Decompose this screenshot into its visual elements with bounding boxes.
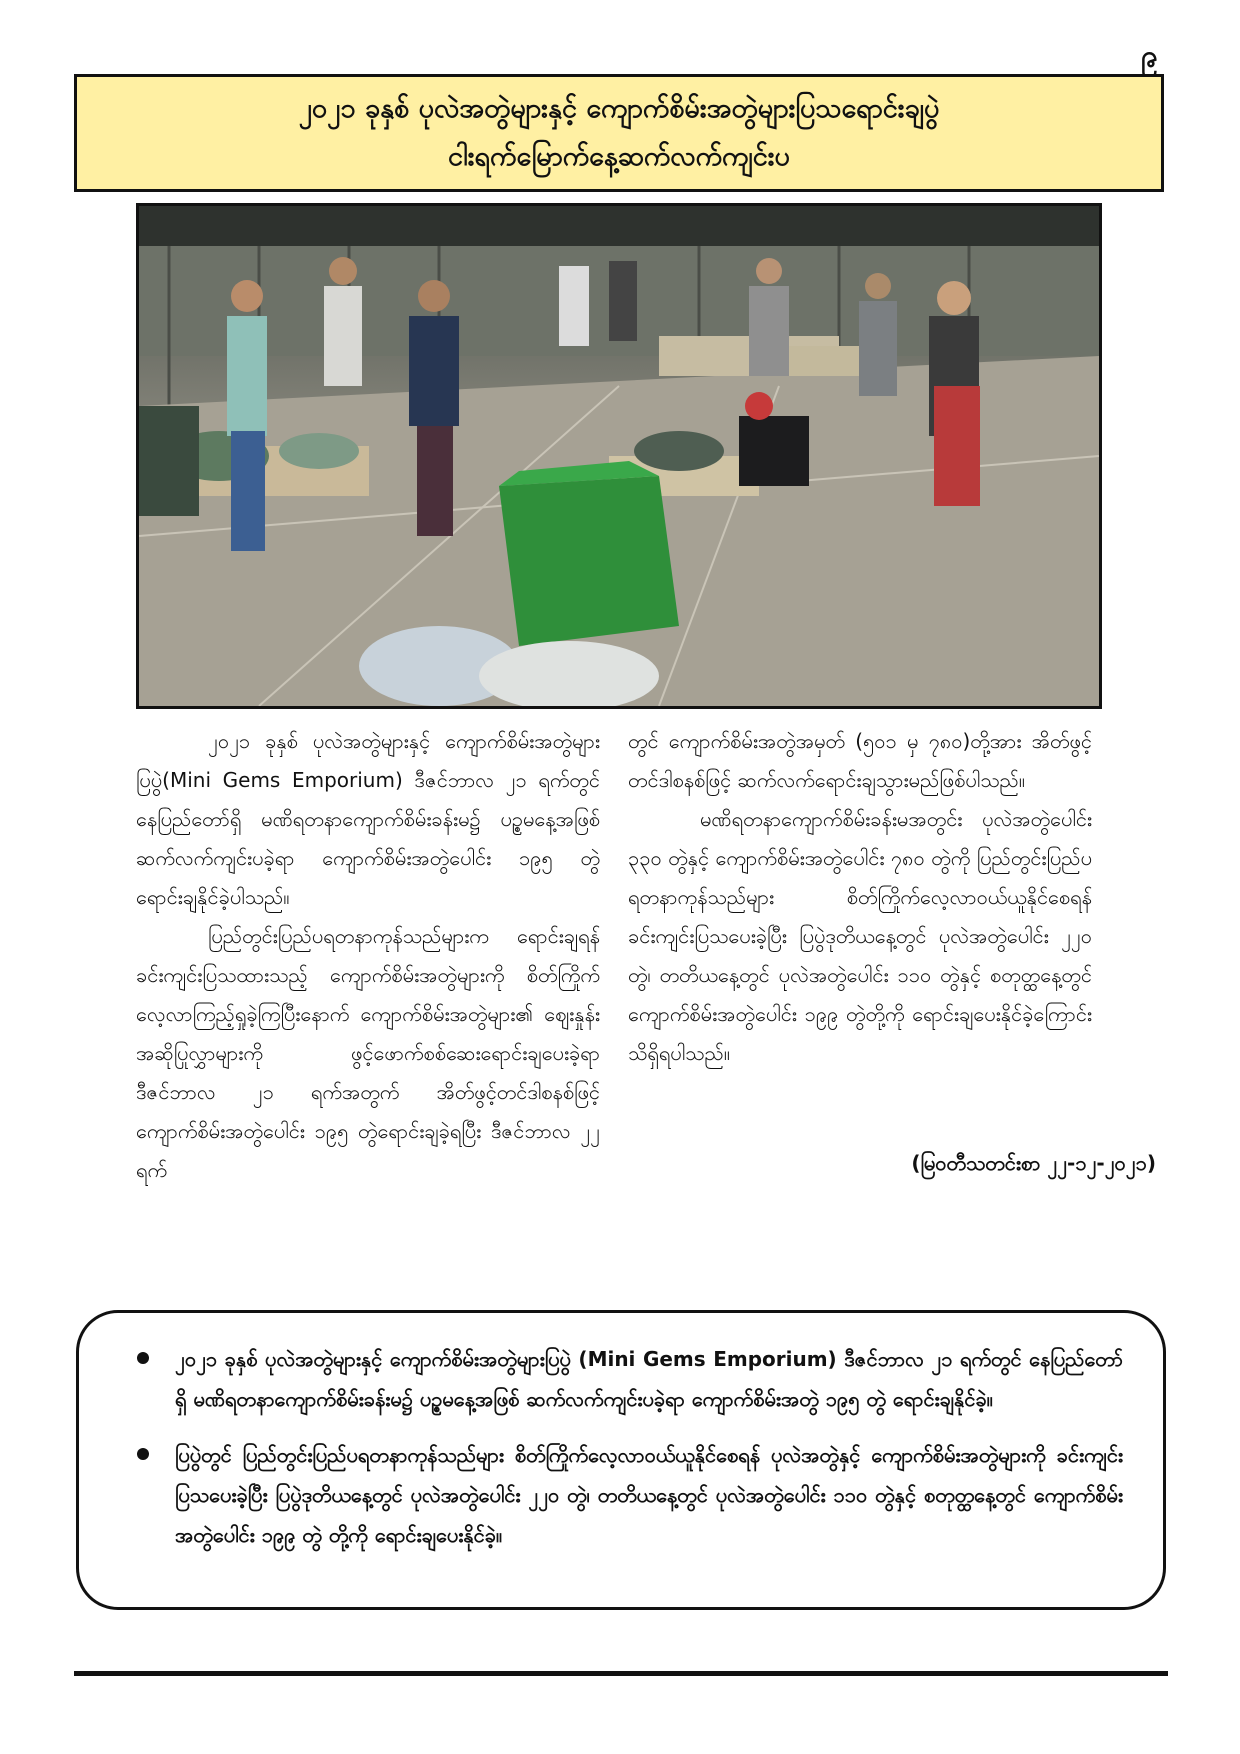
article-paragraph: မဏိရတနာကျောက်စိမ်းခန်းမအတွင်း ပုလဲအတွဲပေါင်း ၃၃၀ တွဲနှင့် ကျောက်စိမ်းအတွဲပေါင်း ၇၈၀ တွဲကို ပြည်တွင်းပြည်ပရတနာကုန်သည်များ စိတ်ကြိုက်လေ့လာဝယ်ယူနိုင်စေရန် ခင်းကျင်းပြသပေးခဲ့ပြီး ပြပွဲဒုတိယနေ့တွင် ပုလဲအတွဲပေါင်း ၂၂၀ တွဲ၊ တတိယနေ့တွင် ပုလဲအတွဲပေါင်း ၁၁၀ တွဲနှင့် စတုတ္ထနေ့တွင်ကျောက်စိမ်းအတွဲပေါင်း ၁၉၉ တွဲတို့ကို ရောင်းချပေးနိုင်ခဲ့ကြောင်း သိရှိရပါသည်။ — [628, 807, 1092, 1065]
summary-text: ၂၀၂၁ ခုနှစ် ပုလဲအတွဲများနှင့် ကျောက်စိမ်းအတွဲများပြပွဲ (Mini Gems Emporium) ဒီဇင်ဘာလ ၂၁ ရက်တွင် နေပြည်တော်ရှိ မဏိရတနာကျောက်စိမ်းခန်းမ၌ ပဉ္စမနေ့အဖြစ် ဆက်လက်ကျင်းပခဲ့ရာ ကျောက်စိမ်းအတွဲ ၁၉၅ တွဲ ရောင်းချနိုင်ခဲ့။ — [175, 1347, 1123, 1411]
bullet-icon — [137, 1448, 149, 1460]
article-paragraph: ၂၀၂၁ ခုနှစ် ပုလဲအတွဲများနှင့် ကျောက်စိမ်းအတွဲများပြပွဲ(Mini Gems Emporium) ဒီဇင်ဘာလ ၂၁ ရက်တွင် နေပြည်တော်ရှိ မဏိရတနာကျောက်စိမ်းခန်းမ၌ ပဉ္စမနေ့အဖြစ် ဆက်လက်ကျင်းပခဲ့ရာ ကျောက်စိမ်းအတွဲပေါင်း ၁၉၅ တွဲ ရောင်းချနိုင်ခဲ့ပါသည်။ — [136, 729, 600, 909]
headline-box — [74, 74, 1164, 192]
article-column-right — [628, 722, 1092, 1073]
summary-item — [119, 1435, 1123, 1555]
news-photo — [136, 203, 1102, 709]
summary-text: ပြပွဲတွင် ပြည်တွင်းပြည်ပရတနာကုန်သည်များ စိတ်ကြိုက်လေ့လာဝယ်ယူနိုင်စေရန် ပုလဲအတွဲနှင့် ကျောက်စိမ်းအတွဲများကို ခင်းကျင်းပြသပေးခဲ့ပြီး ပြပွဲဒုတိယနေ့တွင် ပုလဲအတွဲပေါင်း ၂၂၀ တွဲ၊ တတိယနေ့တွင် ပုလဲအတွဲပေါင်း ၁၁၀ တွဲနှင့် စတုတ္ထနေ့တွင် ကျောက်စိမ်းအတွဲပေါင်း ၁၉၉ တွဲ တို့ကို ရောင်းချပေးနိုင်ခဲ့။ — [175, 1443, 1123, 1547]
article-source: (မြဝတီသတင်းစာ ၂၂-၁၂-၂၀၂၁) — [911, 1151, 1156, 1175]
article-column-left — [136, 722, 600, 1190]
summary-box — [76, 1310, 1166, 1610]
bullet-icon — [137, 1352, 149, 1364]
article-paragraph: ပြည်တွင်းပြည်ပရတနာကုန်သည်များက ရောင်းချရန် ခင်းကျင်းပြသထားသည့် ကျောက်စိမ်းအတွဲများကို စိတ်ကြိုက်လေ့လာကြည့်ရှုခဲ့ကြပြီးနောက် ကျောက်စိမ်းအတွဲများ၏ ဈေးနှုန်းအဆိုပြုလွှာများကို ဖွင့်ဖောက်စစ်ဆေးရောင်းချပေးခဲ့ရာ ဒီဇင်ဘာလ ၂၁ ရက်အတွက် အိတ်ဖွင့်တင်ဒါစနစ်ဖြင့် ကျောက်စိမ်းအတွဲပေါင်း ၁၉၅ တွဲရောင်းချခဲ့ရပြီး ဒီဇင်ဘာလ ၂၂ ရက် — [136, 924, 600, 1182]
headline-line-1: ၂၀၂၁ ခုနှစ် ပုလဲအတွဲများနှင့် ကျောက်စိမ်းအတွဲများပြသရောင်းချပွဲ — [298, 93, 940, 124]
summary-list — [119, 1339, 1123, 1555]
article-paragraph: တွင် ကျောက်စိမ်းအတွဲအမှတ် (၅၀၁ မှ ၇၈၀)တို့အား အိတ်ဖွင့်တင်ဒါစနစ်ဖြင့် ဆက်လက်ရောင်းချသွားမည်ဖြစ်ပါသည်။ — [628, 729, 1092, 792]
footer-rule — [74, 1671, 1168, 1676]
headline-line-2: ငါးရက်မြောက်နေ့ဆက်လက်ကျင်းပ — [448, 141, 790, 172]
gem-hall-photo-illustration — [139, 206, 1099, 706]
page-number: ၉ — [1141, 39, 1158, 74]
summary-item — [119, 1339, 1123, 1419]
